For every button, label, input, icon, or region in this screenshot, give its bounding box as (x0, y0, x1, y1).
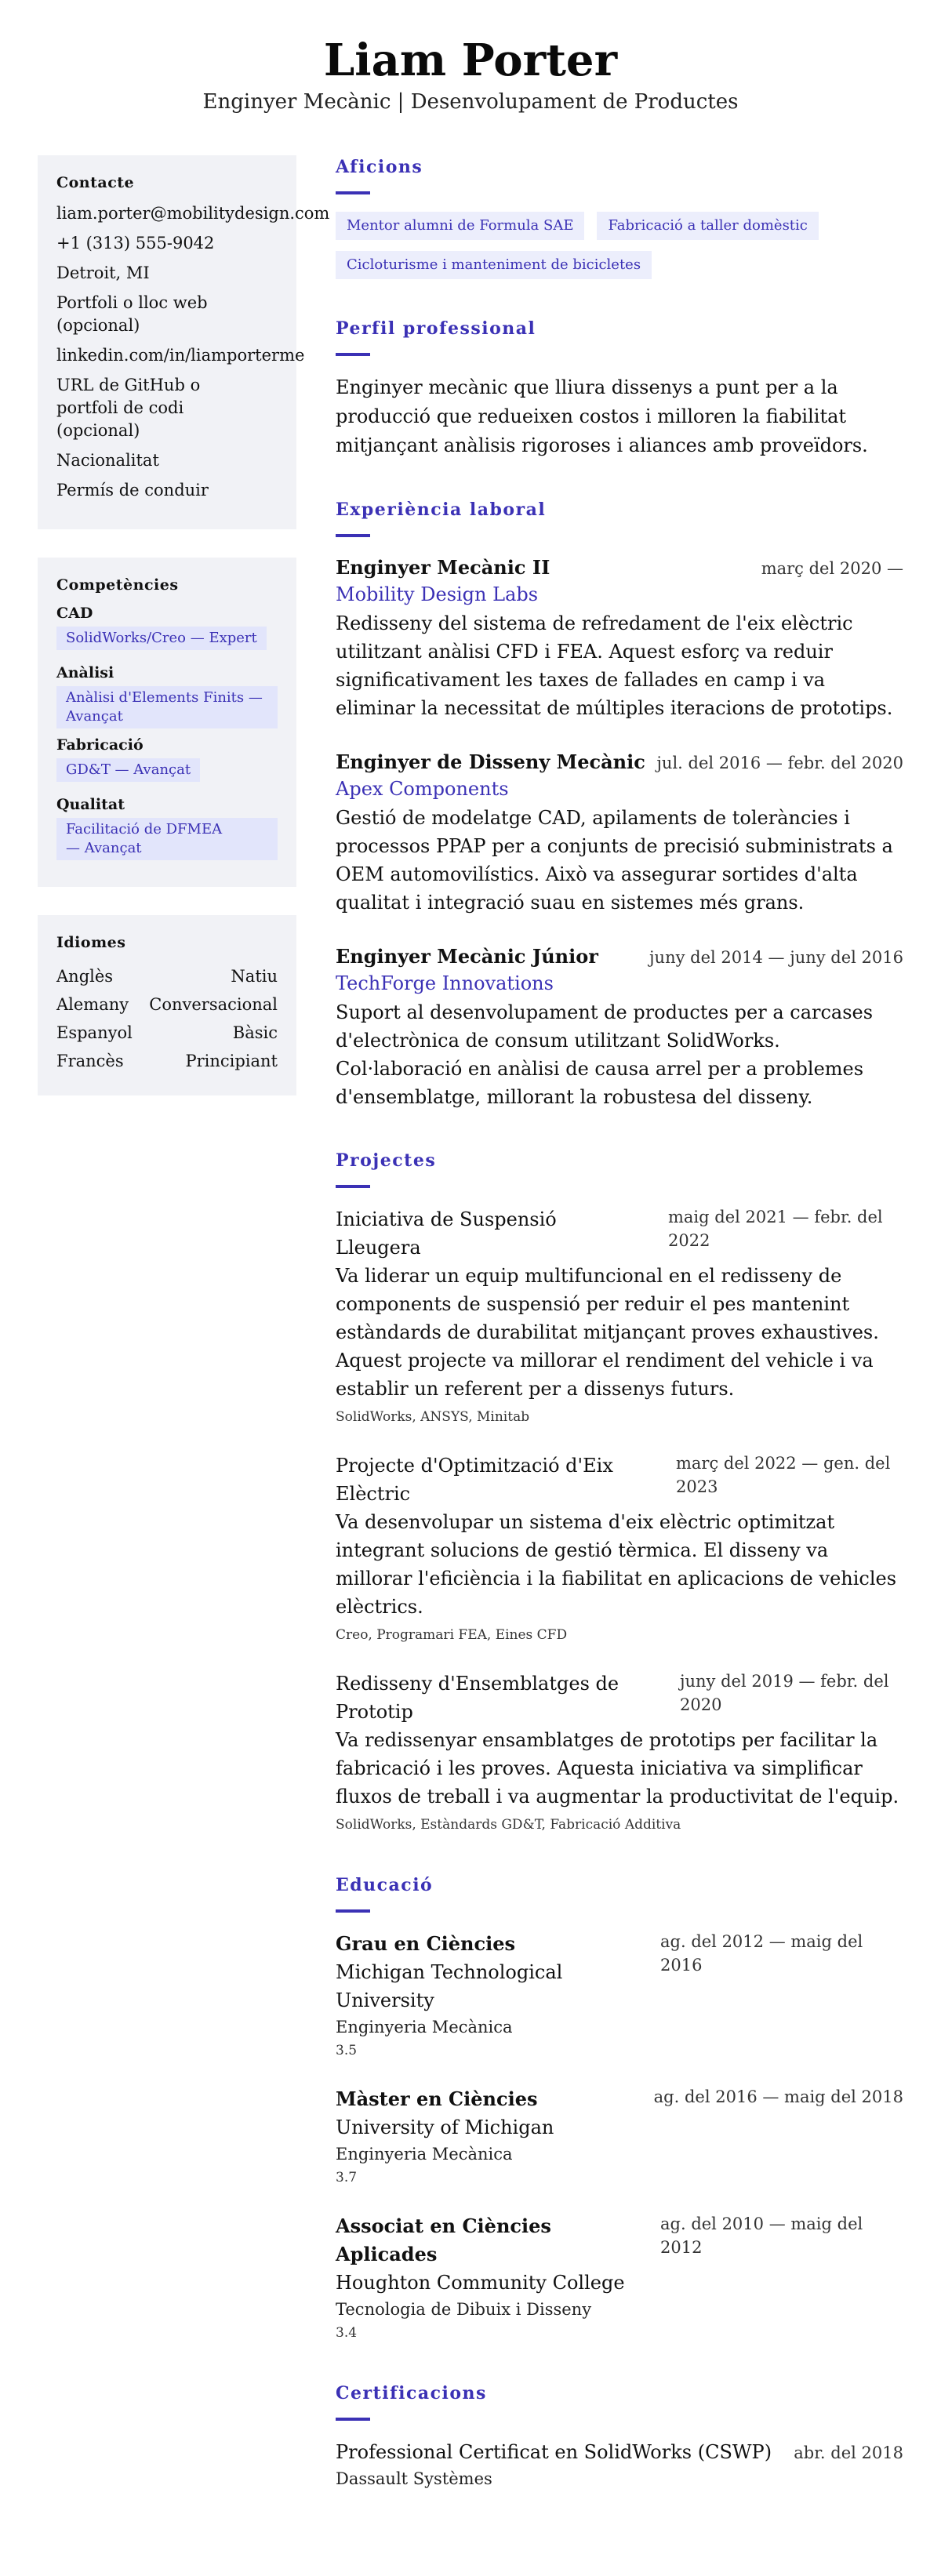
language-name: Espanyol (56, 1023, 133, 1042)
skill-group (56, 796, 278, 860)
section-title: Certificacions (336, 2383, 487, 2403)
section-divider (336, 1185, 370, 1188)
contact-phone[interactable]: +1 (313) 555-9042 (56, 234, 215, 253)
profile-summary: Enginyer mecànic que lliura dissenys a punt per a la producció que redueixen costos i milloren la fiabilitat mitjançant anàlisis rigoroses i aliances amb proveïdors. (336, 376, 868, 456)
job-entry (336, 554, 903, 722)
section-title: Projectes (336, 1150, 437, 1171)
education-school: University of Michigan (336, 2116, 554, 2138)
project-title: Iniciativa de Suspensió Lleugera (336, 1208, 557, 1259)
resume-header (0, 0, 941, 116)
language-level: Principiant (185, 1052, 278, 1070)
job-company: Apex Components (336, 778, 509, 800)
job-description: Suport al desenvolupament de productes per a carcases d'electrònica de consum utilitzant SolidWorks. Col·laboració en anàlisi de causa arrel per a problemes d'ensemblatge, millorant la robustesa del disseny. (336, 1001, 874, 1108)
project-tech: Creo, Programari FEA, Eines CFD (336, 1627, 568, 1643)
section-title: Experiència laboral (336, 500, 547, 520)
skill-group-name: Fabricació (56, 736, 144, 754)
contact-linkedin[interactable]: linkedin.com/in/liamporterme (56, 346, 305, 365)
project-date: juny del 2019 — febr. del 2020 (680, 1672, 889, 1714)
profile-section (336, 317, 903, 460)
education-entry (336, 1930, 903, 2062)
contact-portfolio[interactable]: Portfoli o lloc web (opcional) (56, 293, 208, 335)
contact-card (38, 155, 330, 529)
languages-title: Idiomes (56, 934, 126, 951)
section-divider (336, 1909, 370, 1913)
language-level: Bàsic (232, 1023, 278, 1042)
education-gpa: 3.5 (336, 2043, 358, 2058)
languages-card (38, 915, 296, 1095)
project-title: Redisseny d'Ensemblatges de Prototip (336, 1673, 619, 1723)
education-degree: Màster en Ciències (336, 2087, 538, 2110)
section-title: Perfil professional (336, 318, 536, 339)
contact-driving-license: Permís de conduir (56, 481, 209, 500)
language-name: Anglès (56, 967, 114, 986)
skill-tag: Anàlisi d'Elements Finits — Avançat (56, 686, 278, 728)
section-divider (336, 2418, 370, 2421)
job-description: Gestió de modelatge CAD, apilaments de toleràncies i processos PPAP per a conjunts de precisió subministrats a OEM automovilístics. Això va assegurar sortides d'alta qualitat i integració suau en sistemes més grans. (336, 807, 893, 914)
skills-card (38, 558, 296, 887)
education-school: Michigan Technological University (336, 1961, 563, 2011)
skill-group-name: Qualitat (56, 796, 125, 813)
skill-group-name: Anàlisi (56, 664, 114, 681)
language-name: Francès (56, 1052, 124, 1070)
sidebar (38, 155, 330, 2529)
projects-section (336, 1149, 903, 1836)
education-gpa: 3.4 (336, 2325, 358, 2341)
certification-name: Professional Certificat en SolidWorks (CSWP) (336, 2441, 772, 2463)
education-date: ag. del 2016 — maig del 2018 (653, 2087, 903, 2106)
job-title: Enginyer Mecànic Júnior (336, 945, 598, 968)
job-entry (336, 943, 903, 1111)
language-row (56, 962, 278, 990)
job-entry (336, 749, 903, 917)
language-level: Conversacional (149, 995, 278, 1014)
hobby-list (336, 212, 903, 279)
skill-tag: Facilitació de DFMEA — Avançat (56, 818, 278, 860)
hobby-tag: Fabricació a taller domèstic (597, 212, 818, 240)
education-entry (336, 2212, 903, 2344)
project-tech: SolidWorks, Estàndards GD&T, Fabricació Additiva (336, 1817, 681, 1833)
skill-group (56, 736, 278, 788)
project-entry (336, 1669, 903, 1836)
resume-body (0, 116, 941, 2576)
job-description: Redisseny del sistema de refredament de l'eix elèctric utilitzant anàlisi CFD i FEA. Aquest esforç va reduir significativament les taxes de fallades en camp i va eliminar la necessitat de múltiples iteracions de prototips. (336, 612, 893, 719)
contact-github[interactable]: URL de GitHub o portfoli de codi (opcional) (56, 376, 201, 440)
certification-issuer: Dassault Systèmes (336, 2469, 492, 2488)
job-company: Mobility Design Labs (336, 583, 539, 605)
candidate-name: Liam Porter (323, 35, 618, 86)
project-date: maig del 2021 — febr. del 2022 (668, 1208, 883, 1250)
skill-tag: SolidWorks/Creo — Expert (56, 627, 267, 650)
education-date: ag. del 2010 — maig del 2012 (660, 2214, 863, 2257)
project-entry (336, 1451, 903, 1646)
contact-email[interactable]: liam.porter@mobilitydesign.com (56, 204, 330, 223)
certification-entry (336, 2438, 903, 2491)
job-date: jul. del 2016 — febr. del 2020 (656, 754, 903, 772)
certification-date: abr. del 2018 (794, 2443, 903, 2462)
job-date: març del 2020 — (761, 559, 903, 578)
education-degree: Associat en Ciències Aplicades (336, 2214, 551, 2265)
job-title: Enginyer Mecànic II (336, 556, 550, 579)
section-divider (336, 353, 370, 356)
job-title: Enginyer de Disseny Mecànic (336, 750, 645, 773)
skill-group (56, 664, 278, 728)
project-entry (336, 1205, 903, 1428)
skill-group-name: CAD (56, 605, 93, 622)
section-divider (336, 191, 370, 194)
education-degree: Grau en Ciències (336, 1932, 516, 1955)
language-name: Alemany (56, 995, 129, 1014)
education-date: ag. del 2012 — maig del 2016 (660, 1932, 863, 1975)
project-title: Projecte d'Optimització d'Eix Elèctric (336, 1455, 613, 1505)
job-company: TechForge Innovations (336, 972, 554, 994)
education-field: Enginyeria Mecànica (336, 2018, 513, 2036)
hobby-tag: Mentor alumni de Formula SAE (336, 212, 584, 240)
education-field: Tecnologia de Dibuix i Disseny (336, 2300, 592, 2319)
contact-nationality: Nacionalitat (56, 451, 159, 470)
hobby-tag: Cicloturisme i manteniment de bicicletes (336, 251, 652, 279)
language-row (56, 990, 278, 1019)
language-level: Natiu (231, 967, 278, 986)
education-school: Houghton Community College (336, 2272, 625, 2294)
certifications-section (336, 2382, 903, 2491)
skill-tag: GD&T — Avançat (56, 758, 200, 782)
language-row (56, 1019, 278, 1047)
project-date: març del 2022 — gen. del 2023 (676, 1454, 891, 1496)
section-title: Aficions (336, 157, 423, 177)
project-description: Va redissenyar ensamblatges de prototips per facilitar la fabricació i les proves. Aquesta iniciativa va simplificar fluxos de treball i va augmentar la productivitat de l'equip. (336, 1729, 899, 1808)
education-section (336, 1873, 903, 2344)
hobbies-section (336, 155, 903, 279)
contact-title: Contacte (56, 174, 135, 191)
section-divider (336, 534, 370, 537)
contact-location: Detroit, MI (56, 263, 150, 282)
job-date: juny del 2014 — juny del 2016 (649, 948, 903, 967)
education-gpa: 3.7 (336, 2170, 358, 2185)
candidate-title: Enginyer Mecànic | Desenvolupament de Productes (202, 90, 739, 114)
project-tech: SolidWorks, ANSYS, Minitab (336, 1409, 530, 1425)
section-title: Educació (336, 1875, 434, 1895)
skills-title: Competències (56, 576, 179, 594)
education-field: Enginyeria Mecànica (336, 2145, 513, 2164)
education-entry (336, 2085, 903, 2189)
skill-group (56, 605, 278, 656)
language-row (56, 1047, 278, 1075)
experience-section (336, 498, 903, 1111)
project-description: Va desenvolupar un sistema d'eix elèctric optimitzat integrant solucions de gestió tèrmica. El disseny va millorar l'eficiència i la fiabilitat en aplicacions de vehicles elèctrics. (336, 1511, 897, 1618)
main-content (336, 155, 903, 2529)
project-description: Va liderar un equip multifuncional en el redisseny de components de suspensió per reduir el pes mantenint estàndards de durabilitat mitjançant proves exhaustives. Aquest projecte va millorar el rendiment del vehicle i va establir un referent per a dissenys futurs. (336, 1265, 879, 1400)
